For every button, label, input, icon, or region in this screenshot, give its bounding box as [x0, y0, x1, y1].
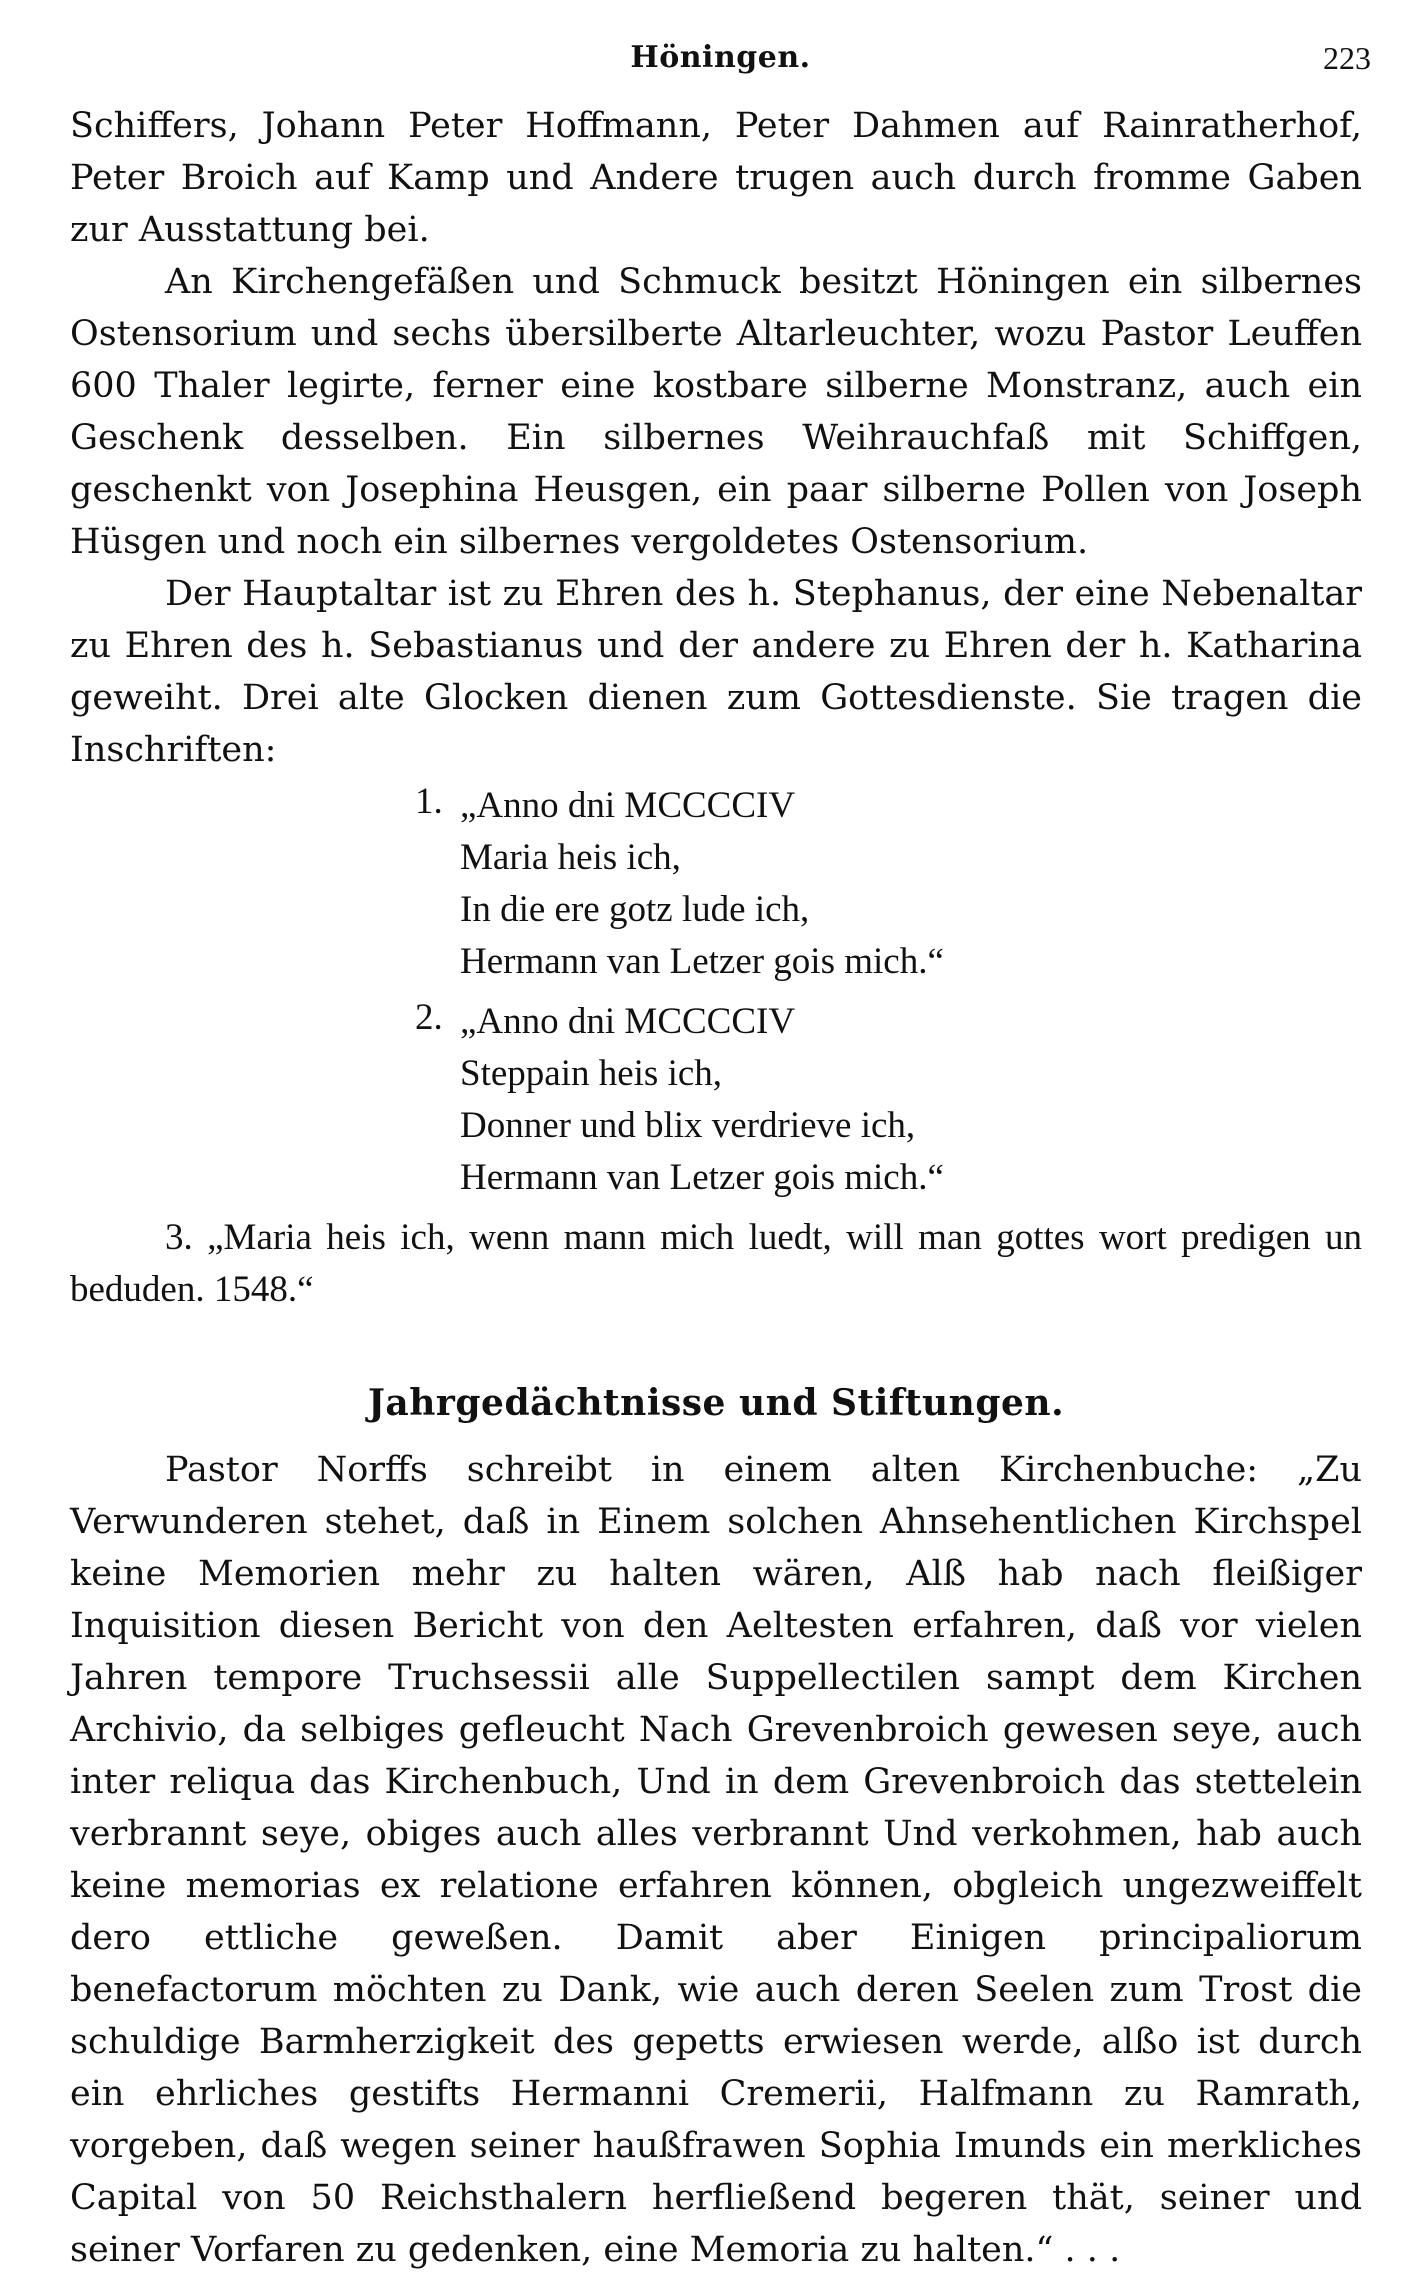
paragraph-church-vessels: An Kirchengefäßen und Schmuck besitzt Höningen ein silbernes Ostensorium und sechs übersilberte Altarleuchter, wozu Pastor Leuffen 600 Thaler legirte, ferner eine kostbare silberne Monstranz, auch ein Geschenk desselben. Ein silbernes Weihrauchfaß mit Schiffgen, geschenkt von Josephina Heusgen, ein paar silberne Pollen von Joseph Hüsgen und noch ein silbernes vergoldetes Ostensorium. — [70, 262, 1362, 562]
inscription-line: Hermann van Letzer gois mich.“ — [460, 941, 944, 982]
inscription-line: Steppain heis ich, — [460, 1053, 723, 1094]
inscription-number: 1. — [415, 781, 443, 822]
inscription-1 — [415, 780, 1362, 988]
paragraph-altars-bells: Der Hauptaltar ist zu Ehren des h. Stephanus, der eine Nebenaltar zu Ehren des h. Sebastianus und der andere zu Ehren der h. Katharina geweiht. Drei alte Glocken dienen zum Gottesdienste. Sie tragen die Inschriften: — [70, 574, 1362, 770]
inscription-line: „Anno dni MCCCCIV — [460, 1001, 796, 1042]
inscription-line: „Anno dni MCCCCIV — [460, 785, 796, 826]
paragraph-continuation: Schiffers, Johann Peter Hoffmann, Peter Dahmen auf Rainratherhof, Peter Broich auf Kamp und Andere trugen auch durch fromme Gaben zur Ausstattung bei. — [70, 106, 1362, 250]
running-title: Höningen. — [630, 40, 811, 75]
section-heading: Jahrgedächtnisse und Stiftungen. — [367, 1382, 1065, 1424]
bell-inscriptions — [70, 780, 1362, 1316]
inscription-2 — [415, 996, 1362, 1204]
inscription-number: 2. — [415, 997, 443, 1038]
inscription-line: Donner und blix verdrieve ich, — [460, 1105, 916, 1146]
page-body — [70, 100, 1362, 2276]
inscription-line: Hermann van Letzer gois mich.“ — [460, 1157, 944, 1198]
page-number: 223 — [1323, 40, 1371, 76]
inscription-3: 3. „Maria heis ich, wenn mann mich luedt, will man gottes wort predigen un beduden. 1548.“ — [70, 1217, 1362, 1310]
inscription-line: In die ere gotz lude ich, — [460, 889, 810, 930]
paragraph-norffs-quote: Pastor Norffs schreibt in einem alten Kirchenbuche: „Zu Verwunderen stehet, daß in Einem solchen Ahnsehentlichen Kirchspel keine Memorien mehr zu halten wären, Alß hab nach fleißiger Inquisition diesen Bericht von den Aeltesten erfahren, daß vor vielen Jahren tempore Truchsessii alle Suppellectilen sampt dem Kirchen Archivio, da selbiges gefleucht Nach Grevenbroich gewesen seye, auch inter reliqua das Kirchenbuch, Und in dem Grevenbroich das stettelein verbrannt seye, obiges auch alles verbrannt Und verkohmen, hab auch keine memorias ex relatione erfahren können, obgleich ungezweiffelt dero ettliche geweßen. Damit aber Einigen principaliorum benefactorum möchten zu Dank, wie auch deren Seelen zum Trost die schuldige Barmherzigkeit des gepetts erwiesen werde, alßo ist durch ein ehrliches gestifts Hermanni Cremerii, Halfmann zu Ramrath, vorgeben, daß wegen seiner haußfrawen Sophia Imunds ein merkliches Capital von 50 Reichsthalern herfließend begeren thät, seiner und seiner Vorfaren zu gedenken, eine Memoria zu halten.“ . . . — [70, 1450, 1362, 2270]
inscription-line: Maria heis ich, — [460, 837, 681, 878]
page-header — [70, 40, 1371, 90]
